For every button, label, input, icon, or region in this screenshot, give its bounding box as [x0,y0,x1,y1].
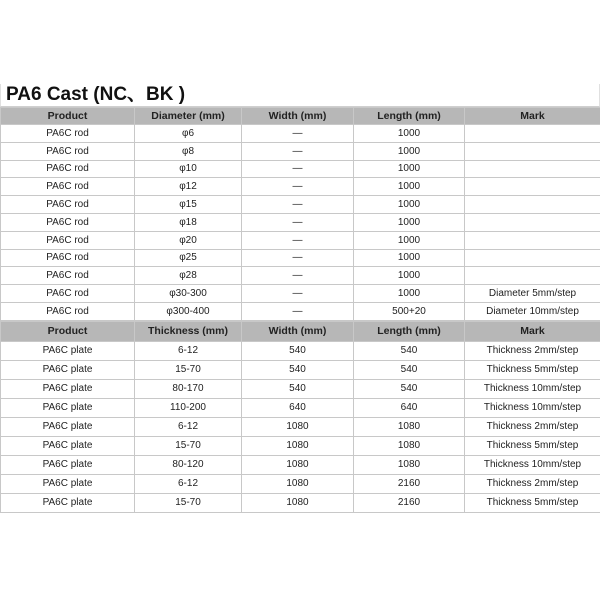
cell-product: PA6C plate [1,379,135,398]
cell-product: PA6C plate [1,398,135,417]
cell-width: — [242,267,354,285]
cell-length: 540 [354,360,465,379]
cell-width: 540 [242,379,354,398]
cell-product: PA6C rod [1,125,135,143]
cell-size: 15-70 [135,360,242,379]
cell-product: PA6C rod [1,302,135,320]
cell-size: φ12 [135,178,242,196]
rod-row [1,249,600,267]
cell-size: φ8 [135,142,242,160]
cell-size: φ15 [135,196,242,214]
cell-product: PA6C rod [1,196,135,214]
rod-row [1,178,600,196]
cell-width: — [242,125,354,143]
header-thickness: Thickness (mm) [135,321,242,341]
cell-mark [465,267,600,285]
rod-table [0,107,600,321]
cell-width: 1080 [242,417,354,436]
cell-product: PA6C rod [1,142,135,160]
cell-product: PA6C plate [1,493,135,512]
plate-row [1,493,600,512]
cell-product: PA6C rod [1,231,135,249]
rod-row [1,213,600,231]
cell-length: 1080 [354,417,465,436]
cell-product: PA6C rod [1,285,135,303]
cell-width: 640 [242,398,354,417]
header-product: Product [1,108,135,125]
rod-row [1,125,600,143]
cell-mark [465,125,600,143]
cell-size: 110-200 [135,398,242,417]
cell-size: φ30-300 [135,285,242,303]
cell-width: — [242,160,354,178]
cell-product: PA6C rod [1,160,135,178]
cell-size: φ6 [135,125,242,143]
cell-mark: Thickness 5mm/step [465,493,600,512]
cell-size: φ28 [135,267,242,285]
cell-mark: Thickness 2mm/step [465,417,600,436]
cell-product: PA6C rod [1,249,135,267]
header-length: Length (mm) [354,108,465,125]
rod-row [1,142,600,160]
cell-size: φ10 [135,160,242,178]
cell-width: — [242,142,354,160]
cell-length: 500+20 [354,302,465,320]
header-mark: Mark [465,108,600,125]
rod-row [1,231,600,249]
cell-size: φ18 [135,213,242,231]
cell-product: PA6C rod [1,213,135,231]
rod-row [1,267,600,285]
plate-row [1,360,600,379]
header-mark: Mark [465,321,600,341]
plate-row [1,474,600,493]
page-title: PA6 Cast (NC、BK ) [0,84,600,107]
cell-length: 1000 [354,178,465,196]
cell-length: 640 [354,398,465,417]
cell-width: — [242,196,354,214]
cell-size: φ300-400 [135,302,242,320]
plate-row [1,398,600,417]
cell-mark: Diameter 10mm/step [465,302,600,320]
cell-mark [465,160,600,178]
cell-length: 1000 [354,231,465,249]
cell-size: 80-170 [135,379,242,398]
rod-row [1,160,600,178]
cell-length: 2160 [354,474,465,493]
cell-length: 2160 [354,493,465,512]
cell-product: PA6C rod [1,267,135,285]
cell-width: 1080 [242,436,354,455]
cell-product: PA6C rod [1,178,135,196]
cell-size: φ20 [135,231,242,249]
cell-length: 540 [354,341,465,360]
rod-row [1,302,600,320]
cell-product: PA6C plate [1,474,135,493]
plate-row [1,341,600,360]
cell-length: 1080 [354,436,465,455]
cell-size: φ25 [135,249,242,267]
cell-width: 1080 [242,493,354,512]
header-product: Product [1,321,135,341]
cell-mark: Thickness 10mm/step [465,455,600,474]
cell-product: PA6C plate [1,360,135,379]
plate-header-row [1,321,600,341]
cell-mark [465,213,600,231]
cell-length: 1000 [354,285,465,303]
cell-mark: Thickness 5mm/step [465,436,600,455]
cell-width: — [242,249,354,267]
cell-product: PA6C plate [1,341,135,360]
cell-width: — [242,178,354,196]
cell-width: 540 [242,360,354,379]
plate-table [0,321,600,513]
plate-row [1,436,600,455]
cell-mark: Thickness 5mm/step [465,360,600,379]
cell-length: 1000 [354,125,465,143]
cell-mark: Thickness 10mm/step [465,398,600,417]
cell-product: PA6C plate [1,436,135,455]
cell-size: 6-12 [135,474,242,493]
cell-width: — [242,285,354,303]
cell-size: 15-70 [135,436,242,455]
cell-mark [465,178,600,196]
cell-mark: Thickness 10mm/step [465,379,600,398]
cell-size: 80-120 [135,455,242,474]
cell-length: 1000 [354,160,465,178]
cell-width: — [242,302,354,320]
header-width: Width (mm) [242,321,354,341]
cell-mark [465,231,600,249]
plate-row [1,417,600,436]
header-diameter: Diameter (mm) [135,108,242,125]
cell-mark [465,142,600,160]
cell-mark [465,249,600,267]
cell-mark: Diameter 5mm/step [465,285,600,303]
cell-length: 540 [354,379,465,398]
plate-row [1,379,600,398]
cell-width: 1080 [242,455,354,474]
cell-size: 6-12 [135,341,242,360]
header-width: Width (mm) [242,108,354,125]
plate-row [1,455,600,474]
cell-width: — [242,231,354,249]
rod-row [1,285,600,303]
cell-product: PA6C plate [1,417,135,436]
cell-length: 1000 [354,249,465,267]
rod-row [1,196,600,214]
cell-width: 540 [242,341,354,360]
cell-length: 1000 [354,142,465,160]
cell-mark [465,196,600,214]
rod-header-row [1,108,600,125]
cell-length: 1080 [354,455,465,474]
cell-width: — [242,213,354,231]
cell-length: 1000 [354,213,465,231]
spec-sheet [0,84,600,513]
cell-length: 1000 [354,196,465,214]
cell-size: 15-70 [135,493,242,512]
cell-mark: Thickness 2mm/step [465,341,600,360]
cell-length: 1000 [354,267,465,285]
cell-product: PA6C plate [1,455,135,474]
cell-mark: Thickness 2mm/step [465,474,600,493]
cell-size: 6-12 [135,417,242,436]
header-length: Length (mm) [354,321,465,341]
cell-width: 1080 [242,474,354,493]
